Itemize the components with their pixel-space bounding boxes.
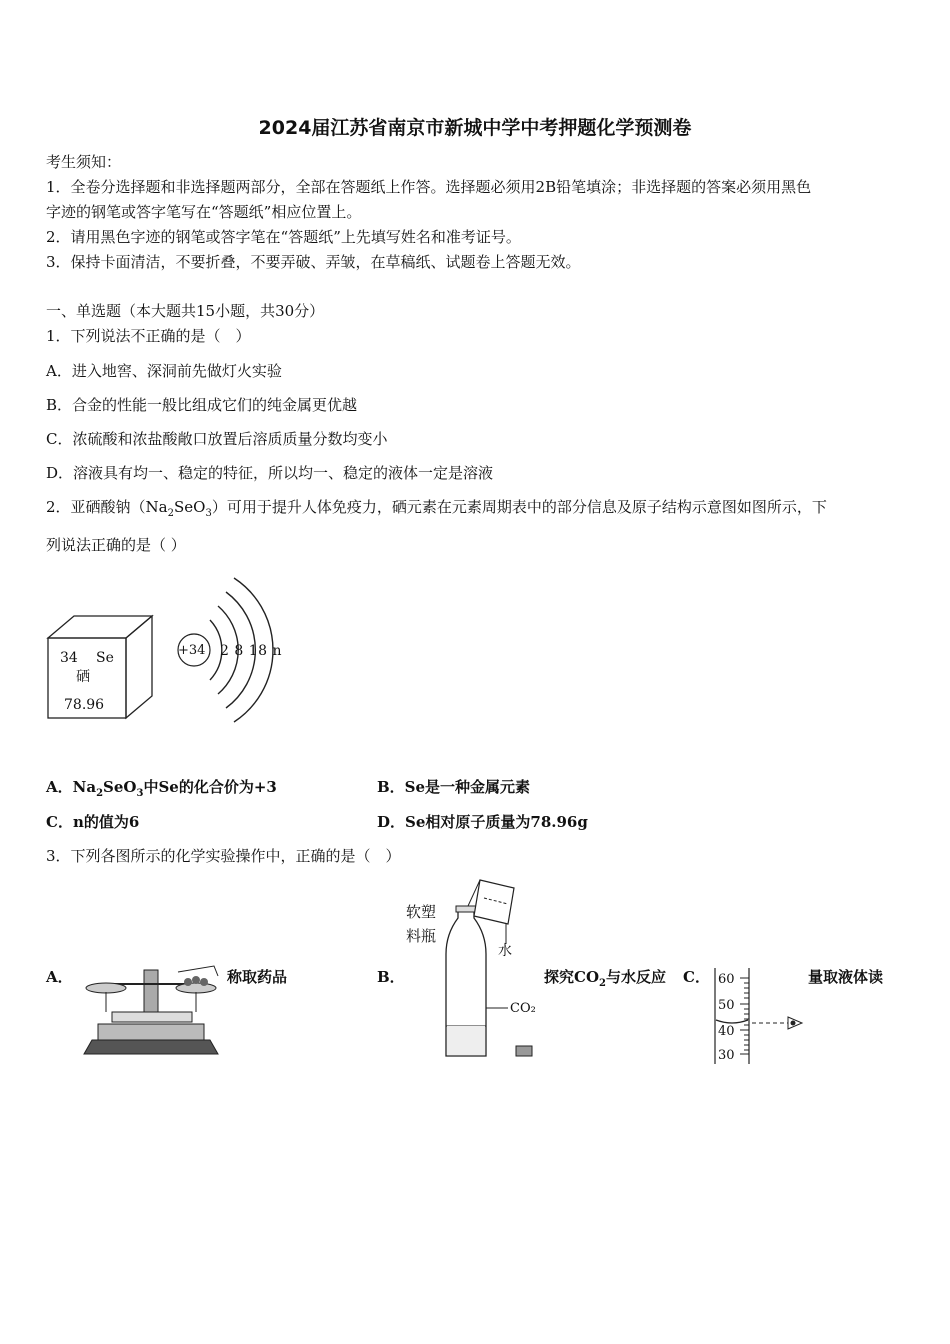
element-name: 硒 bbox=[76, 669, 90, 685]
q3-option-b-caption: 探究$CO_2$与水反应 bbox=[544, 968, 666, 989]
element-number: 34 bbox=[60, 650, 78, 666]
q3-option-c-caption: 量取液体读 bbox=[808, 968, 884, 986]
section-heading: 一、单选题（本大题共15小题，共30分） bbox=[46, 302, 325, 320]
notice-item-3: 3．保持卡面清洁，不要折叠，不要弄破、弄皱，在草稿纸、试题卷上答题无效。 bbox=[46, 253, 581, 271]
atom-nucleus: +34 bbox=[178, 643, 206, 658]
cylinder-mark-40: 40 bbox=[718, 1024, 735, 1039]
element-mass: 78.96 bbox=[64, 697, 105, 713]
q3-option-b-letter: B． bbox=[377, 968, 405, 986]
cylinder-mark-50: 50 bbox=[718, 998, 735, 1013]
q2-option-b: B．Se是一种金属元素 bbox=[377, 778, 531, 796]
gas-label: CO₂ bbox=[510, 1001, 536, 1016]
q3-option-a-letter: A． bbox=[46, 968, 73, 986]
q1-option-a: A．进入地窖、深洞前先做灯火实验 bbox=[46, 362, 282, 380]
notice-item-1: 1．全卷分选择题和非选择题两部分，全部在答题纸上作答。选择题必须用2B铅笔填涂；非选择题的答案必须用黑色 bbox=[46, 178, 812, 196]
q2-option-a: A．$Na_2SeO_3$中Se的化合价为+3 bbox=[46, 778, 277, 799]
bottle-label-2: 料瓶 bbox=[406, 927, 437, 945]
q2-stem: 2．亚硒酸钠$(Na_2SeO_3)$可用于提升人体免疫力，硒元素在元素周期表中的部分信息及原子结构示意图如图所示，下 bbox=[46, 498, 827, 519]
q1-option-d: D．溶液具有均一、稳定的特征，所以均一、稳定的液体一定是溶液 bbox=[46, 464, 494, 482]
cylinder-mark-30: 30 bbox=[718, 1048, 735, 1063]
balance-figure bbox=[82, 962, 222, 1058]
q2-option-d: D．Se相对原子质量为78.96g bbox=[377, 813, 588, 831]
q1-stem: 1．下列说法不正确的是（ ） bbox=[46, 327, 251, 345]
bottle-figure bbox=[440, 876, 540, 1066]
cylinder-mark-60: 60 bbox=[718, 972, 735, 987]
notice-heading: 考生须知： bbox=[46, 153, 122, 171]
q2-stem-cont: 列说法正确的是（ ） bbox=[46, 536, 186, 554]
q3-stem: 3．下列各图所示的化学实验操作中，正确的是（ ） bbox=[46, 847, 401, 865]
q1-option-c: C．浓硫酸和浓盐酸敞口放置后溶质质量分数均变小 bbox=[46, 430, 388, 448]
q2-option-c: C．n的值为6 bbox=[46, 813, 140, 831]
water-label: 水 bbox=[498, 943, 512, 959]
element-symbol: Se bbox=[96, 650, 114, 666]
q3-option-c-letter: C． bbox=[683, 968, 710, 986]
q1-option-b: B．合金的性能一般比组成它们的纯金属更优越 bbox=[46, 396, 358, 414]
page-title: 2024届江苏省南京市新城中学中考押题化学预测卷 bbox=[258, 117, 692, 139]
notice-item-1-cont: 字迹的钢笔或答字笔写在“答题纸”相应位置上。 bbox=[46, 203, 362, 221]
atom-shells: 2 8 18 n bbox=[220, 643, 282, 659]
q3-option-a-caption: 称取药品 bbox=[227, 968, 288, 986]
bottle-label-1: 软塑 bbox=[406, 903, 437, 921]
notice-item-2: 2．请用黑色字迹的钢笔或答字笔在“答题纸”上先填写姓名和准考证号。 bbox=[46, 228, 521, 246]
